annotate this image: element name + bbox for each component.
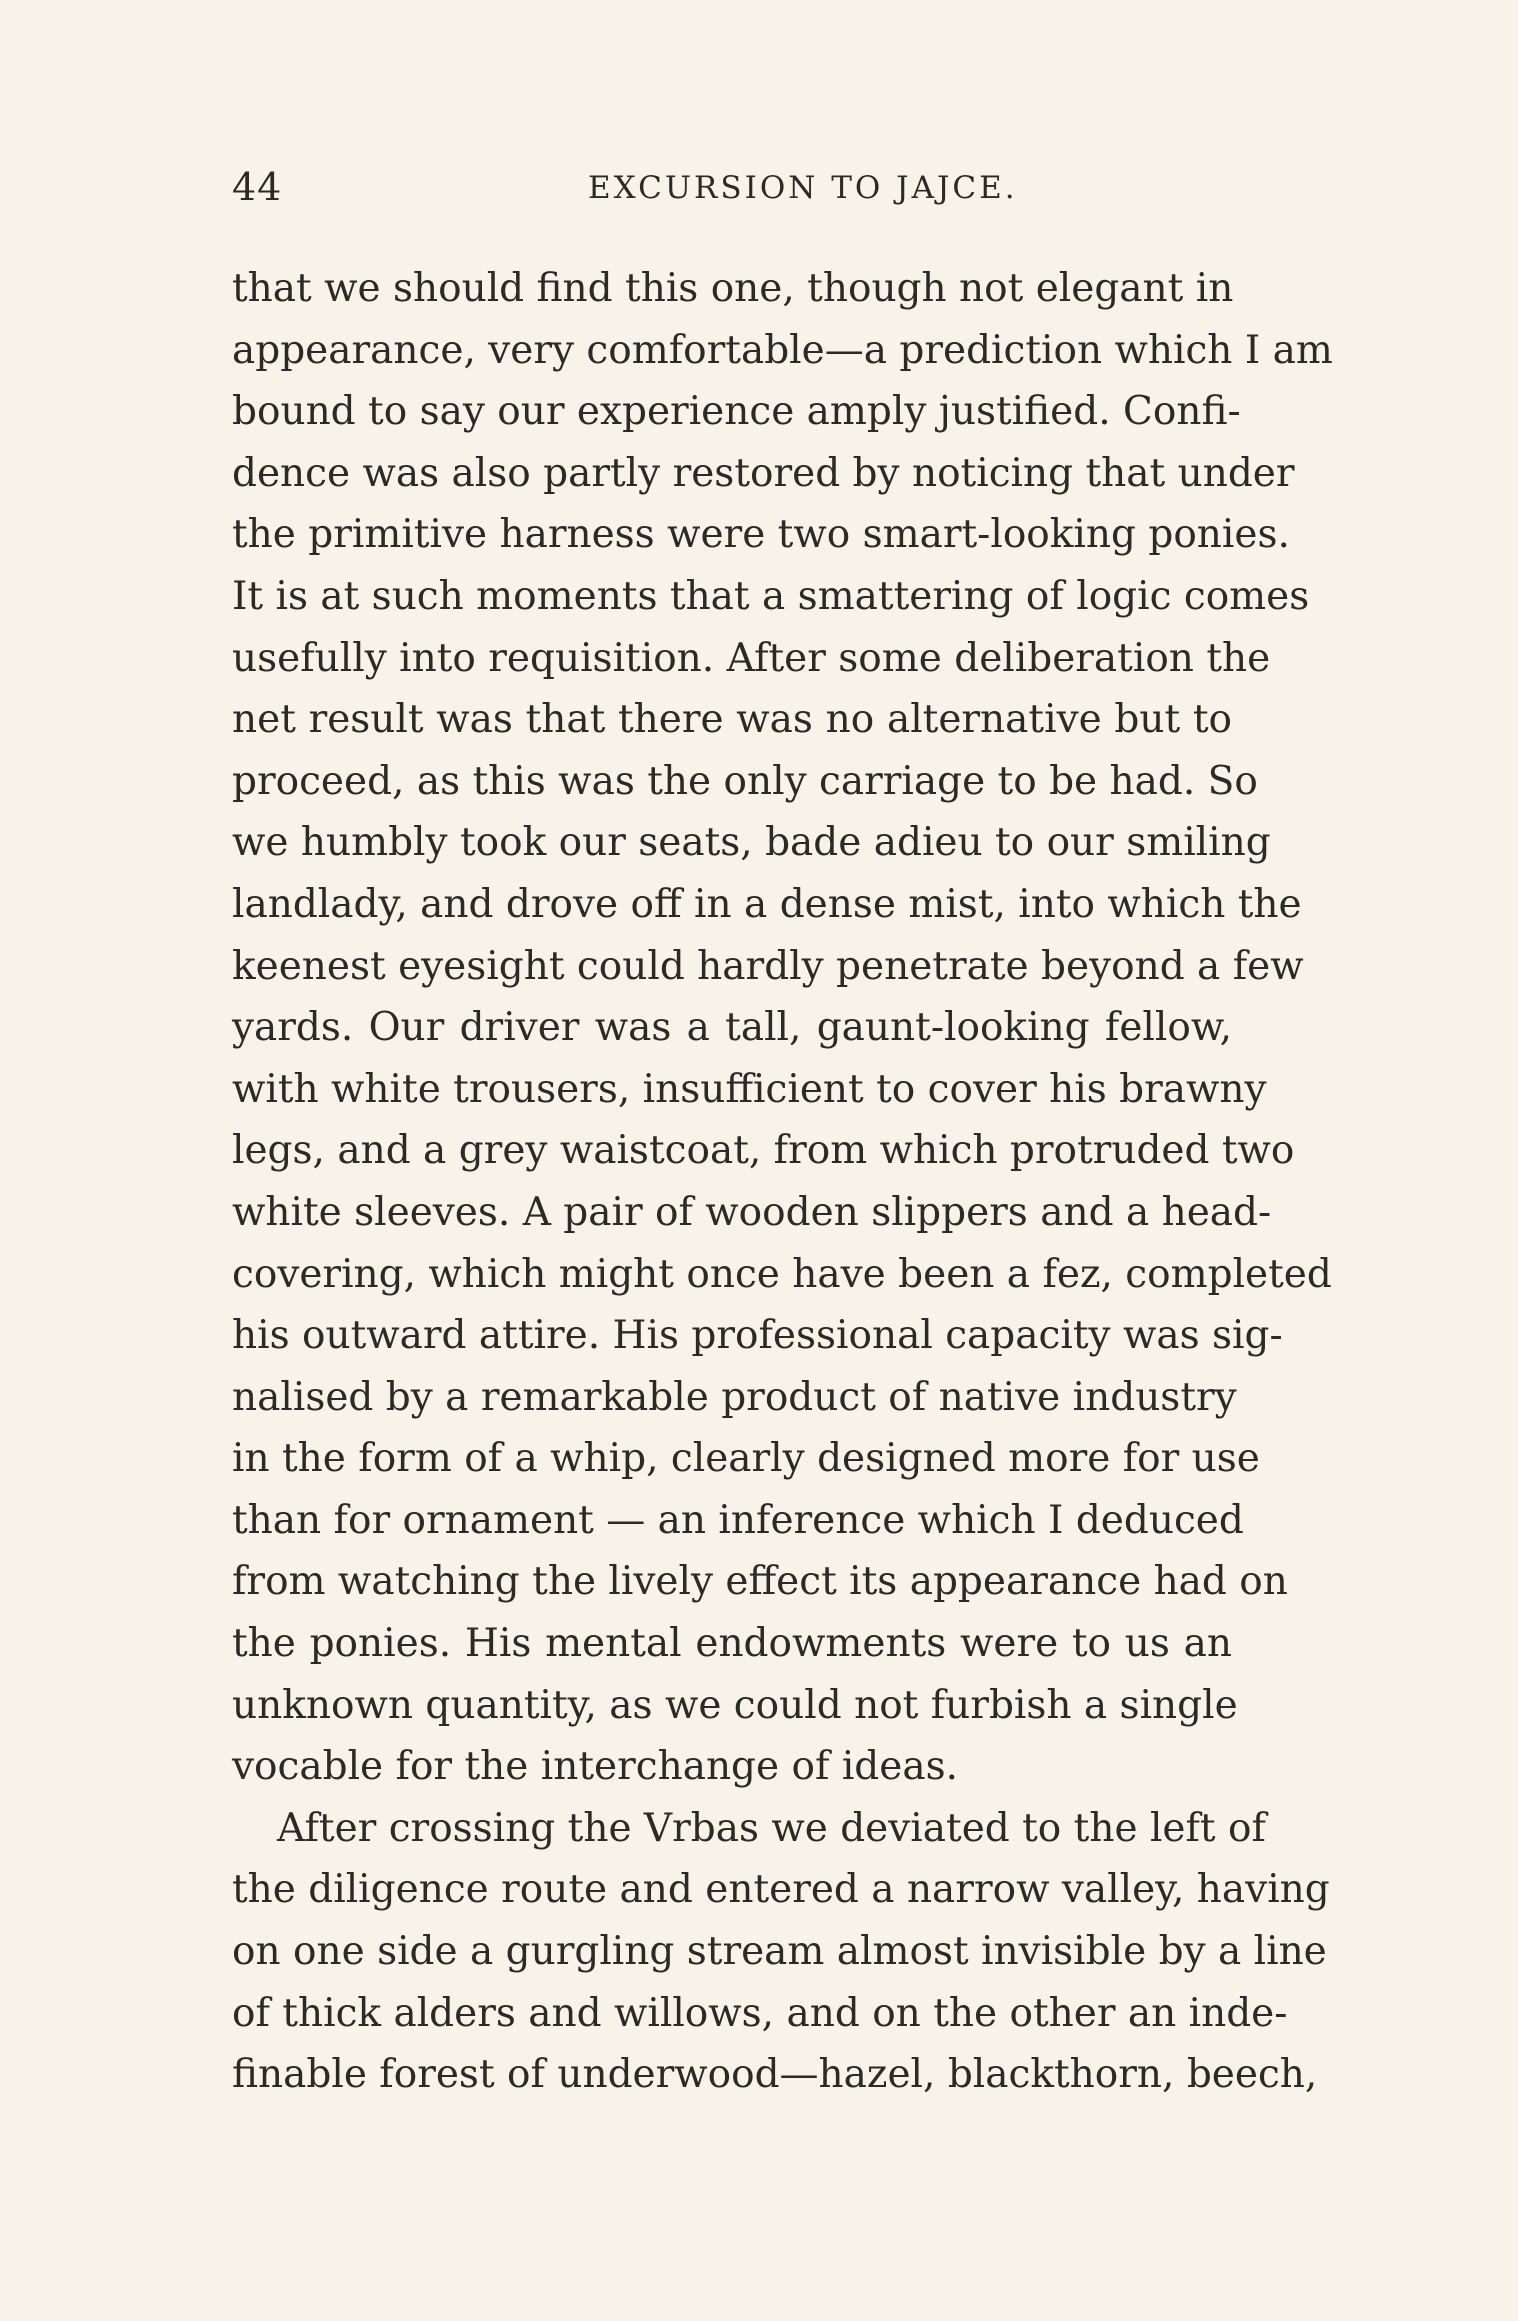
text-line: legs, and a grey waistcoat, from which protruded two <box>232 1128 1295 1174</box>
body-text <box>232 258 1333 2106</box>
text-line: finable forest of underwood—hazel, blackthorn, beech, <box>232 2052 1318 2098</box>
text-line: than for ornament — an inference which I deduced <box>232 1497 1244 1543</box>
page-number: 44 <box>232 165 283 209</box>
text-line: covering, which might once have been a fez, completed <box>232 1251 1332 1297</box>
text-line: nalised by a remarkable product of native industry <box>232 1374 1237 1420</box>
text-line: the diligence route and entered a narrow valley, having <box>232 1867 1330 1913</box>
text-line: his outward attire. His professional capacity was sig- <box>232 1313 1283 1359</box>
text-line: with white trousers, insufficient to cover his brawny <box>232 1066 1267 1112</box>
page-header <box>232 165 1232 225</box>
text-line: It is at such moments that a smattering of logic comes <box>232 573 1310 619</box>
paragraph-start-line: After crossing the Vrbas we deviated to the left of <box>277 1805 1266 1851</box>
text-line: net result was that there was no alternative but to <box>232 697 1232 743</box>
text-line: unknown quantity, as we could not furbish a single <box>232 1682 1238 1728</box>
text-line: keenest eyesight could hardly penetrate beyond a few <box>232 943 1304 989</box>
text-line: that we should find this one, though not elegant in <box>232 266 1234 311</box>
running-head: EXCURSION TO JAJCE. <box>588 170 1018 206</box>
text-line: in the form of a whip, clearly designed more for use <box>232 1436 1260 1482</box>
text-line: white sleeves. A pair of wooden slippers and a head- <box>232 1189 1272 1235</box>
text-line: the ponies. His mental endowments were to us an <box>232 1621 1232 1667</box>
text-line: of thick alders and willows, and on the other an inde- <box>232 1990 1288 2036</box>
text-line: yards. Our driver was a tall, gaunt-looking fellow, <box>232 1005 1232 1051</box>
text-line: dence was also partly restored by noticing that under <box>232 450 1295 496</box>
text-line: landlady, and drove off in a dense mist, into which the <box>232 881 1302 927</box>
text-line: bound to say our experience amply justified. Confi- <box>232 389 1241 435</box>
text-line: the primitive harness were two smart-looking ponies. <box>232 512 1290 558</box>
text-line: appearance, very comfortable—a prediction which I am <box>232 327 1333 373</box>
paragraph-end-line: vocable for the interchange of ideas. <box>232 1744 958 1790</box>
text-line: from watching the lively effect its appearance had on <box>232 1559 1288 1605</box>
text-line: we humbly took our seats, bade adieu to our smiling <box>232 820 1271 866</box>
text-line: usefully into requisition. After some deliberation the <box>232 635 1271 681</box>
text-line: on one side a gurgling stream almost invisible by a line <box>232 1929 1327 1975</box>
text-line: proceed, as this was the only carriage to be had. So <box>232 758 1258 804</box>
